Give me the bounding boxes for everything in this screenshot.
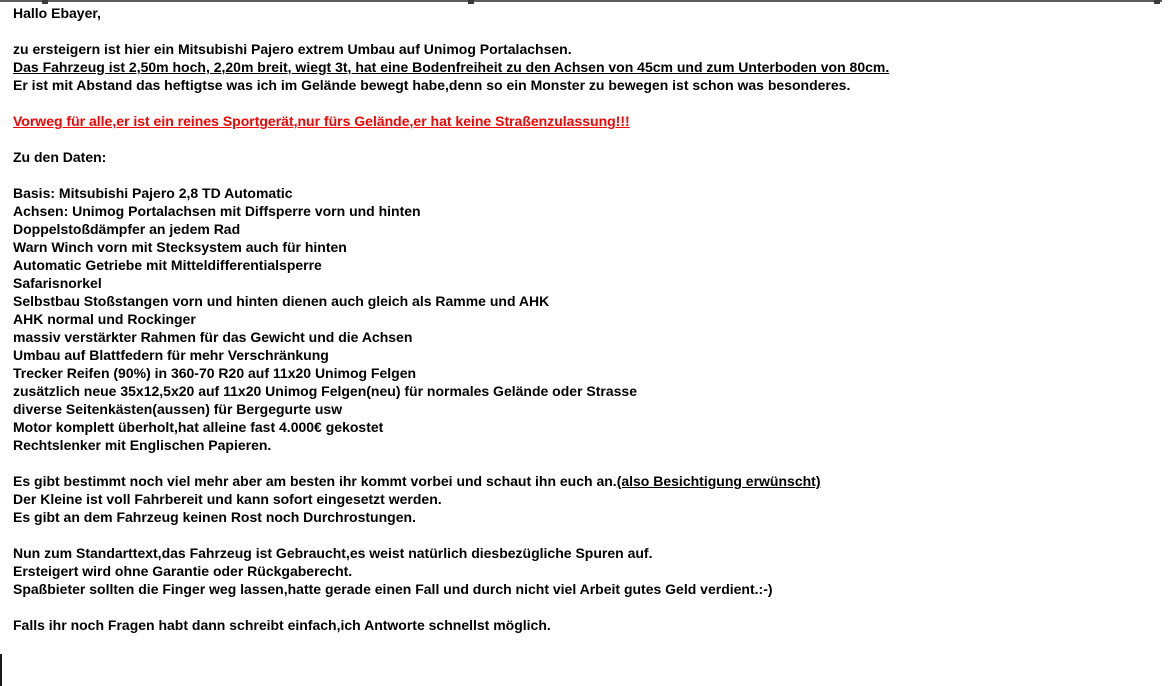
text-line xyxy=(13,616,1166,634)
text-line xyxy=(13,76,1166,94)
text-segment: (also Besichtigung erwünscht) xyxy=(616,473,821,489)
text-segment: Hallo Ebayer, xyxy=(13,5,101,21)
text-line xyxy=(13,454,1166,472)
text-segment: zu ersteigern ist hier ein Mitsubishi Pajero extrem Umbau auf Unimog Portalachsen. xyxy=(13,41,572,57)
text-line xyxy=(13,184,1166,202)
text-segment: zusätzlich neue 35x12,5x20 auf 11x20 Unimog Felgen(neu) für normales Gelände oder Strasse xyxy=(13,383,638,399)
text-segment: Rechtslenker mit Englischen Papieren. xyxy=(13,437,272,453)
text-line xyxy=(13,544,1166,562)
text-segment: Das Fahrzeug ist 2,50m hoch, 2,20m breit, wiegt 3t, hat eine Bodenfreiheit zu den Achsen von 45cm und zum Unterboden von 80cm. xyxy=(13,59,890,75)
text-segment: Es gibt bestimmt noch viel mehr aber am besten ihr kommt vorbei und schaut ihn euch an. xyxy=(13,473,617,489)
text-line xyxy=(13,220,1166,238)
text-segment: Doppelstoßdämpfer an jedem Rad xyxy=(13,221,241,237)
text-segment: Er ist mit Abstand das heftigtse was ich im Gelände bewegt habe,denn so ein Monster zu bewegen ist schon was besonderes. xyxy=(13,77,851,93)
text-line xyxy=(13,562,1166,580)
left-edge-border xyxy=(0,654,2,686)
text-line xyxy=(13,328,1166,346)
text-line xyxy=(13,202,1166,220)
text-segment: diverse Seitenkästen(aussen) für Bergegurte usw xyxy=(13,401,343,417)
text-line xyxy=(13,238,1166,256)
text-line xyxy=(13,292,1166,310)
text-segment: Zu den Daten: xyxy=(13,149,107,165)
text-line xyxy=(13,490,1166,508)
text-line xyxy=(13,526,1166,544)
text-segment: Ersteigert wird ohne Garantie oder Rückgaberecht. xyxy=(13,563,353,579)
text-line xyxy=(13,418,1166,436)
text-segment: Safarisnorkel xyxy=(13,275,102,291)
text-line xyxy=(13,130,1166,148)
text-line xyxy=(13,274,1166,292)
text-segment: Warn Winch vorn mit Stecksystem auch für hinten xyxy=(13,239,347,255)
text-line xyxy=(13,112,1166,130)
text-line xyxy=(13,436,1166,454)
text-segment: massiv verstärkter Rahmen für das Gewicht und die Achsen xyxy=(13,329,413,345)
text-segment: Motor komplett überholt,hat alleine fast 4.000€ gekostet xyxy=(13,419,384,435)
listing-text-body xyxy=(13,4,1166,634)
text-line xyxy=(13,40,1166,58)
text-segment: Automatic Getriebe mit Mitteldifferentialsperre xyxy=(13,257,322,273)
text-line xyxy=(13,94,1166,112)
text-segment: Selbstbau Stoßstangen vorn und hinten dienen auch gleich als Ramme und AHK xyxy=(13,293,550,309)
text-line xyxy=(13,472,1166,490)
top-border-rule xyxy=(0,0,1162,2)
warning-text-segment: Vorweg für alle,er ist ein reines Sportgerät,nur fürs Gelände,er hat keine Straßenzulassung!!! xyxy=(13,113,630,129)
text-line xyxy=(13,580,1166,598)
text-line xyxy=(13,382,1166,400)
text-segment: Spaßbieter sollten die Finger weg lassen,hatte gerade einen Fall und durch nicht viel Arbeit gutes Geld verdient.:-) xyxy=(13,581,773,597)
text-line xyxy=(13,4,1166,22)
text-segment: Es gibt an dem Fahrzeug keinen Rost noch Durchrostungen. xyxy=(13,509,416,525)
text-line xyxy=(13,364,1166,382)
text-line xyxy=(13,166,1166,184)
text-segment: Umbau auf Blattfedern für mehr Verschränkung xyxy=(13,347,329,363)
text-line xyxy=(13,598,1166,616)
text-segment: Falls ihr noch Fragen habt dann schreibt einfach,ich Antworte schnellst möglich. xyxy=(13,617,551,633)
text-line xyxy=(13,346,1166,364)
text-line xyxy=(13,58,1166,76)
text-line xyxy=(13,148,1166,166)
text-segment: Basis: Mitsubishi Pajero 2,8 TD Automatic xyxy=(13,185,293,201)
text-segment: Achsen: Unimog Portalachsen mit Diffsperre vorn und hinten xyxy=(13,203,421,219)
text-line xyxy=(13,310,1166,328)
text-line xyxy=(13,256,1166,274)
text-segment: Trecker Reifen (90%) in 360-70 R20 auf 11x20 Unimog Felgen xyxy=(13,365,417,381)
text-line xyxy=(13,22,1166,40)
text-segment: Der Kleine ist voll Fahrbereit und kann sofort eingesetzt werden. xyxy=(13,491,442,507)
text-line xyxy=(13,400,1166,418)
text-line xyxy=(13,508,1166,526)
text-segment: AHK normal und Rockinger xyxy=(13,311,196,327)
text-segment: Nun zum Standarttext,das Fahrzeug ist Gebraucht,es weist natürlich diesbezügliche Spuren auf. xyxy=(13,545,653,561)
